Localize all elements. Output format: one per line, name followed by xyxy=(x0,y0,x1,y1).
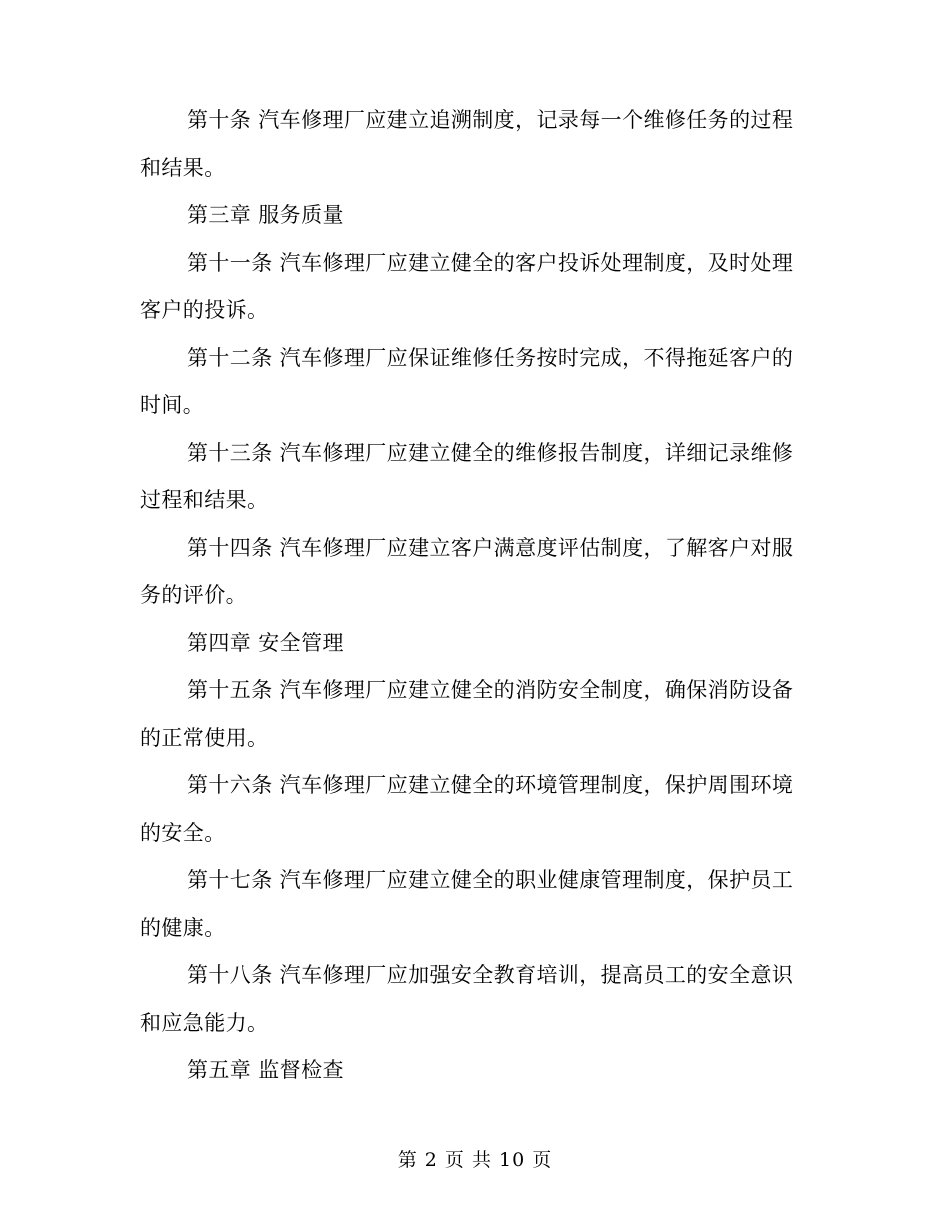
article-16: 第十六条 汽车修理厂应建立健全的环境管理制度，保护周围环境的安全。 xyxy=(140,773,794,845)
document-body xyxy=(140,97,805,1095)
article-13: 第十三条 汽车修理厂应建立健全的维修报告制度，详细记录维修过程和结果。 xyxy=(140,440,794,512)
article-10: 第十条 汽车修理厂应建立追溯制度，记录每一个维修任务的过程和结果。 xyxy=(140,108,794,180)
article-17: 第十七条 汽车修理厂应建立健全的职业健康管理制度，保护员工的健康。 xyxy=(140,868,794,940)
page-number-footer: 第 2 页 共 10 页 xyxy=(397,1149,553,1171)
article-11: 第十一条 汽车修理厂应建立健全的客户投诉处理制度，及时处理客户的投诉。 xyxy=(140,250,794,322)
article-15: 第十五条 汽车修理厂应建立健全的消防安全制度，确保消防设备的正常使用。 xyxy=(140,678,794,750)
article-18: 第十八条 汽车修理厂应加强安全教育培训，提高员工的安全意识和应急能力。 xyxy=(140,963,794,1035)
article-12: 第十二条 汽车修理厂应保证维修任务按时完成，不得拖延客户的时间。 xyxy=(140,345,794,417)
chapter-4-heading: 第四章 安全管理 xyxy=(187,630,344,655)
article-14: 第十四条 汽车修理厂应建立客户满意度评估制度，了解客户对服务的评价。 xyxy=(140,535,794,607)
chapter-3-heading: 第三章 服务质量 xyxy=(187,203,344,227)
chapter-5-heading: 第五章 监督检查 xyxy=(187,1058,344,1082)
